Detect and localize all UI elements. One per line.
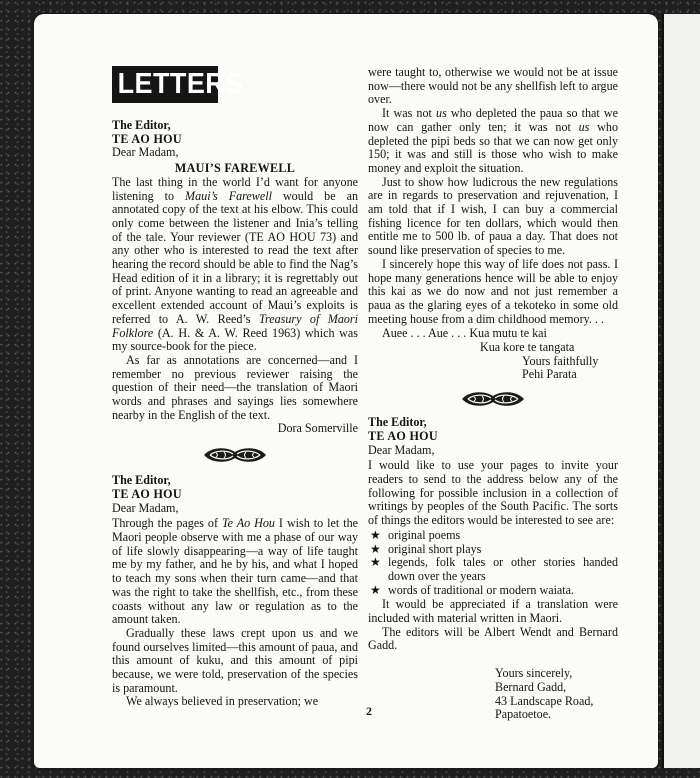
letter2-verse: [382, 327, 618, 382]
letter2-dear: Dear Madam,: [112, 500, 179, 515]
facing-page-edge: [662, 14, 700, 768]
letter2-paper: TE AO HOU: [112, 486, 182, 501]
letter2-paragraph-1: Through the pages of Te Ao Hou I wish to let the Maori people observe with me a phase of our way of life slowly disappearing—a way of life taught me by my father, and he by his, and what I hoped to teach my sons when their turn came—and that was the right to take the shellfish, etc., from these coasts without any law or regulation as to the amount taken.: [112, 516, 358, 627]
list-item: ★ original short plays: [370, 541, 482, 556]
letter2-paragraph-6: I sincerely hope this way of life does not pass. I hope many generations hence will be able to enjoy this kai as we do now and not just remember a paua as the glaring eyes of a tekoteko in some old meeting house from a dim childhood memory. . .: [368, 256, 618, 326]
star-bullet-icon: ★: [370, 541, 381, 556]
letter2-paragraph-3-continued: were taught to, otherwise we would not be at issue now—there would not be any shellfish left to argue over.: [368, 65, 618, 107]
letter2-to: The Editor,: [112, 473, 171, 488]
letter3-list: [368, 529, 618, 598]
letter3-paragraph-2: It would be appreciated if a translation were included with material written in Maori.: [368, 597, 618, 626]
letter1-paragraph-1: The last thing in the world I’d want for anyone listening to Maui’s Farewell would be an annotated copy of the text at his elbow. This could only come between the listener and Inia’s telling of the tale. Your reviewer (TE AO HOU 73) and any other who is interested to read the text after hearing the record should be able to find the Nag’s Head edition of it in a library; it is regrettably out of print. Anyone wanting to read an agreeable and excellent extended account of Maui’s exploits is referred to A. W. Reed’s Treasury of Maori Folklore (A. H. & A. W. Reed 1963) which was my source-book for the piece.: [112, 174, 358, 354]
letter2-paragraph-2: Gradually these laws crept upon us and we found ourselves limited—this amount of paua, and this amount of kuku, and this amount of pipi because, we were told, preservation of the species is paramount.: [112, 625, 358, 695]
letter3-sign-off: [495, 667, 618, 722]
list-item: ★ original poems: [370, 527, 461, 542]
letter2-signature: Pehi Parata: [522, 367, 577, 382]
letter1-signature: Dora Somerville: [277, 421, 358, 436]
letter3-paragraph-3: The editors will be Albert Wendt and Bernard Gadd.: [368, 624, 618, 653]
letter1-dear: Dear Madam,: [112, 145, 179, 160]
star-bullet-icon: ★: [370, 582, 381, 597]
letter3-closing: Yours sincerely,: [495, 666, 573, 681]
left-column: [112, 66, 358, 709]
letter1-to: The Editor,: [112, 118, 171, 132]
letter2-paragraph-4: It was not us who depleted the paua so that we now can gather only ten; it was not us who depleted the pipi beds so that we can now get only 150; it was and still is those who wish to make money and exploit the situation.: [368, 106, 618, 175]
paua-shell-ornament-icon: [112, 444, 358, 466]
letter2-paragraph-3-start: We always believed in preservation; we: [126, 694, 319, 709]
letter3-to: The Editor,: [368, 415, 427, 430]
letter1-title: MAUI’S FAREWELL: [174, 161, 296, 176]
verse-line-2: Kua kore te tangata: [480, 340, 575, 355]
letter3-name: Bernard Gadd,: [495, 679, 567, 694]
list-item: ★ words of traditional or modern waiata.: [370, 582, 575, 597]
star-bullet-icon: ★: [370, 527, 381, 542]
letter2-closing: Yours faithfully: [522, 353, 599, 368]
section-title: LETTERS: [112, 66, 218, 103]
letter3-paragraph-1: I would like to use your pages to invite your readers to send to the address below any of the following for possible inclusion in a collection of writings by peoples of the South Pacific. The sorts of things the editors would be interested to see are:: [368, 458, 618, 528]
right-column: [368, 66, 618, 722]
letter1-paragraph-2: As far as annotations are concerned—and I remember no previous reviewer raising the question of their need—the translation of Maori words and phrases and sayings lies somewhere nearby in the English of the text.: [112, 352, 358, 422]
letter3-paper: TE AO HOU: [368, 428, 438, 443]
star-bullet-icon: ★: [370, 555, 381, 570]
letter3-dear: Dear Madam,: [368, 442, 435, 457]
page-number: 2: [366, 704, 372, 718]
letter1-paper: TE AO HOU: [112, 131, 182, 146]
paua-shell-ornament-icon: [368, 388, 618, 410]
letter3-address-line-2: Papatoetoe.: [495, 707, 552, 722]
letter2-paragraph-5: Just to show how ludicrous the new regulations are in regards to preservation and rejuvenation, I am told that if I wish, I can buy a commercial fishing licence for ten dollars, which would then entitle me to 500 lb. of paua a day. That does not sound like preservation of species to me.: [368, 174, 618, 258]
letter3-address-line-1: 43 Landscape Road,: [495, 693, 594, 708]
list-item: ★ legends, folk tales or other stories handed down over the years: [370, 555, 618, 583]
verse-line-1: Auee . . . Aue . . . Kua mutu te kai: [382, 326, 547, 341]
